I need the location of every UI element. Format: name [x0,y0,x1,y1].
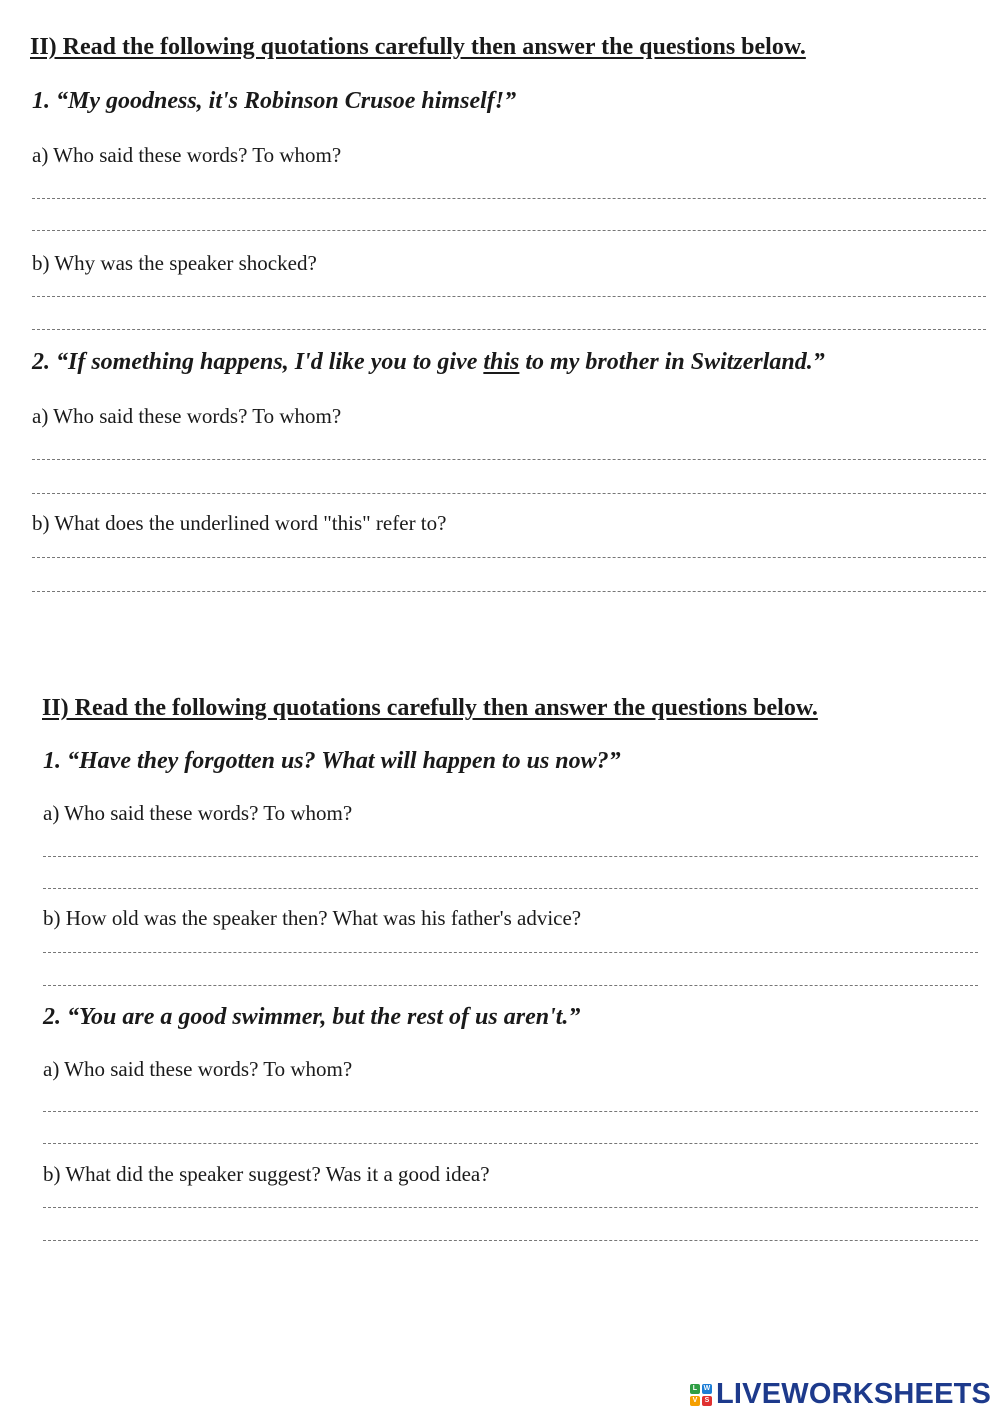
logo-text: LIVEWORKSHEETS [716,1378,992,1410]
answer-line[interactable] [32,198,986,199]
section-1-quote-1 [32,88,516,115]
logo-mark-icon [690,1384,712,1406]
section-2-quote-2 [43,1004,580,1031]
logo-mark-cell: W [703,1384,711,1392]
answer-line[interactable] [32,591,986,592]
section-1-quote-1-question-b: b) Why was the speaker shocked? [32,251,317,275]
quote-underlined-word: this [483,349,520,375]
answer-line[interactable] [32,459,986,460]
liveworksheets-logo [690,1378,991,1411]
quote-number: 1. [32,88,50,114]
section-1-quote-2 [32,349,825,376]
answer-line[interactable] [32,493,986,494]
quote-text-before: “If something happens, I'd like you to give [56,349,484,375]
quote-number: 1. [43,748,61,774]
answer-line[interactable] [43,1240,978,1241]
section-2-quote-1 [43,748,621,775]
section-1-quote-2-question-b: b) What does the underlined word "this" refer to? [32,511,447,535]
section-2-quote-1-question-a: a) Who said these words? To whom? [43,801,353,825]
quote-text-after: to my brother in Switzerland.” [519,349,825,375]
answer-line[interactable] [43,952,978,953]
quote-text: “You are a good swimmer, but the rest of us aren't.” [67,1004,581,1030]
quote-text: “My goodness, it's Robinson Crusoe himself!” [56,88,517,114]
logo-mark-cell: V [690,1396,700,1406]
answer-line[interactable] [32,296,986,297]
answer-line[interactable] [32,329,986,330]
section-2-quote-2-question-b: b) What did the speaker suggest? Was it a good idea? [43,1162,490,1186]
quote-text: “Have they forgotten us? What will happen to us now?” [67,748,621,774]
section-1-quote-2-question-a: a) Who said these words? To whom? [32,404,342,428]
section-1-heading: II) Read the following quotations carefully then answer the questions below. [30,34,806,60]
logo-mark-cell: S [702,1396,712,1406]
section-2-quote-2-question-a: a) Who said these words? To whom? [43,1057,353,1081]
answer-line[interactable] [43,888,978,889]
quote-number: 2. [43,1004,61,1030]
answer-line[interactable] [43,985,978,986]
answer-line[interactable] [43,1111,978,1112]
logo-mark-cell: L [690,1384,700,1394]
answer-line[interactable] [32,230,986,231]
section-1-quote-1-question-a: a) Who said these words? To whom? [32,143,342,167]
section-2-quote-1-question-b: b) How old was the speaker then? What was his father's advice? [43,906,582,930]
answer-line[interactable] [43,1143,978,1144]
answer-line[interactable] [43,856,978,857]
quote-number: 2. [32,349,50,375]
answer-line[interactable] [43,1207,978,1208]
section-2-heading: II) Read the following quotations carefully then answer the questions below. [42,695,818,721]
answer-line[interactable] [32,557,986,558]
